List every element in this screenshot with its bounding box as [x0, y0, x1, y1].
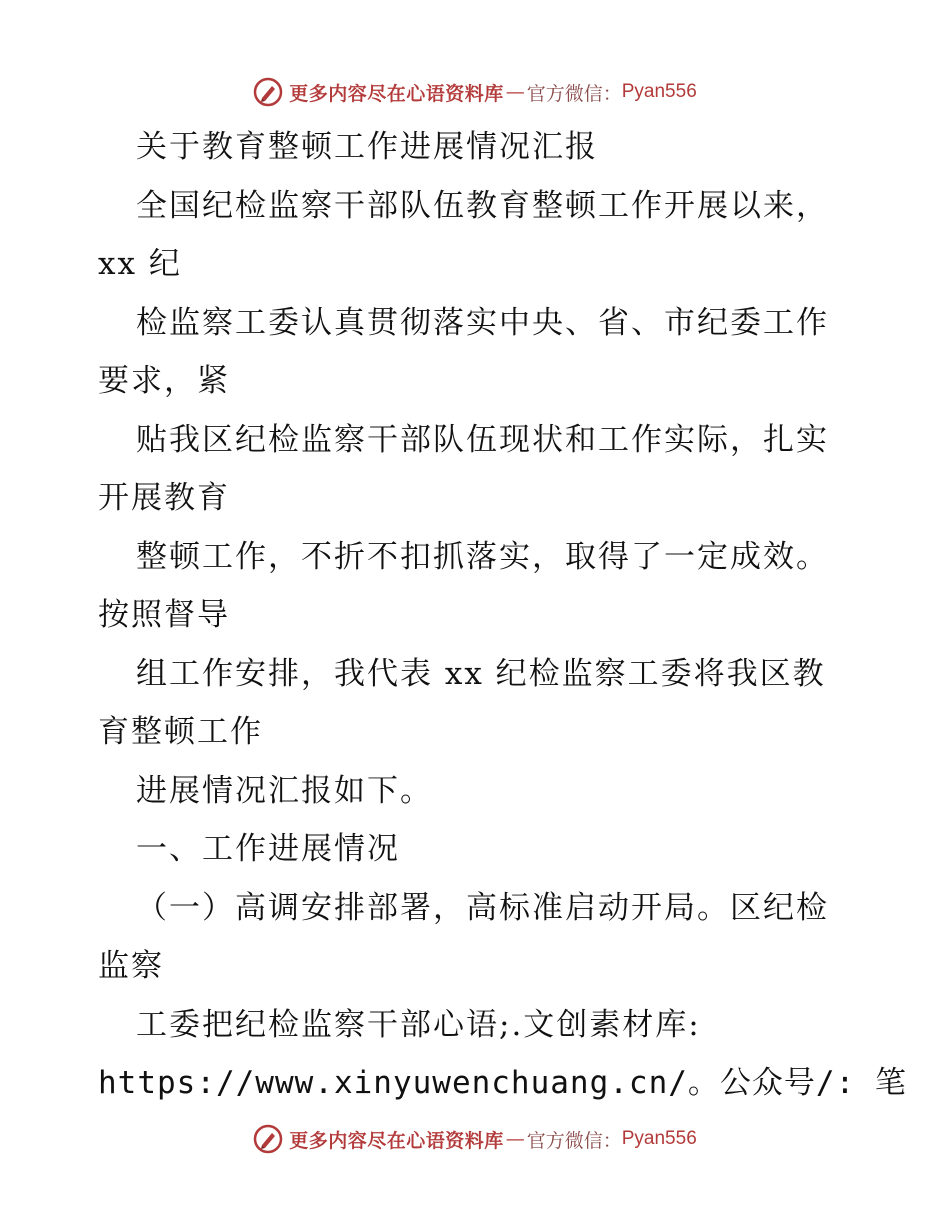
paragraph-line: 全国纪检监察干部队伍教育整顿工作开展以来，: [136, 187, 829, 224]
pen-logo-icon: [253, 1124, 283, 1154]
paragraph-line: 开展教育: [98, 480, 230, 516]
paragraph-line: 工委把纪检监察干部心语;.文创素材库:: [136, 1006, 701, 1043]
banner-wechat-id: Pyan556: [621, 1128, 697, 1149]
paragraph-line: 组工作安排，我代表 xx 纪检监察工委将我区教: [136, 655, 826, 692]
banner-brand: 更多内容尽在心语资料库: [289, 1129, 504, 1152]
paragraph-line: 监察: [98, 948, 164, 984]
paragraph-line: 按照督导: [98, 597, 230, 633]
footer-watermark-banner: [0, 1119, 950, 1159]
paragraph-line: 育整顿工作: [98, 714, 263, 750]
paragraph-line: 要求，紧: [98, 363, 230, 399]
paragraph-line: 贴我区纪检监察干部队伍现状和工作实际，扎实: [136, 421, 829, 458]
banner-separator: —: [505, 1128, 525, 1150]
banner-wechat-label: 官方微信：: [526, 82, 622, 105]
url-line: https://www.xinyuwenchuang.cn/。公众号/: 笔: [98, 1065, 907, 1101]
paragraph-line: 整顿工作，不折不扣抓落实，取得了一定成效。: [136, 538, 829, 575]
document-body: [98, 118, 907, 1113]
banner-brand: 更多内容尽在心语资料库: [289, 82, 504, 105]
document-title: 关于教育整顿工作进展情况汇报: [136, 129, 598, 165]
subsection-heading: （一）高调安排部署，高标准启动开局。区纪检: [136, 889, 829, 926]
pen-logo-icon: [253, 77, 283, 107]
header-watermark-banner: [0, 72, 950, 112]
banner-separator: —: [505, 81, 525, 103]
section-heading: 一、工作进展情况: [136, 831, 400, 867]
paragraph-line: 进展情况汇报如下。: [136, 772, 433, 809]
banner-wechat-id: Pyan556: [621, 81, 697, 102]
paragraph-line: xx 纪: [98, 246, 182, 282]
paragraph-line: 检监察工委认真贯彻落实中央、省、市纪委工作: [136, 304, 829, 341]
banner-wechat-label: 官方微信：: [526, 1129, 622, 1152]
